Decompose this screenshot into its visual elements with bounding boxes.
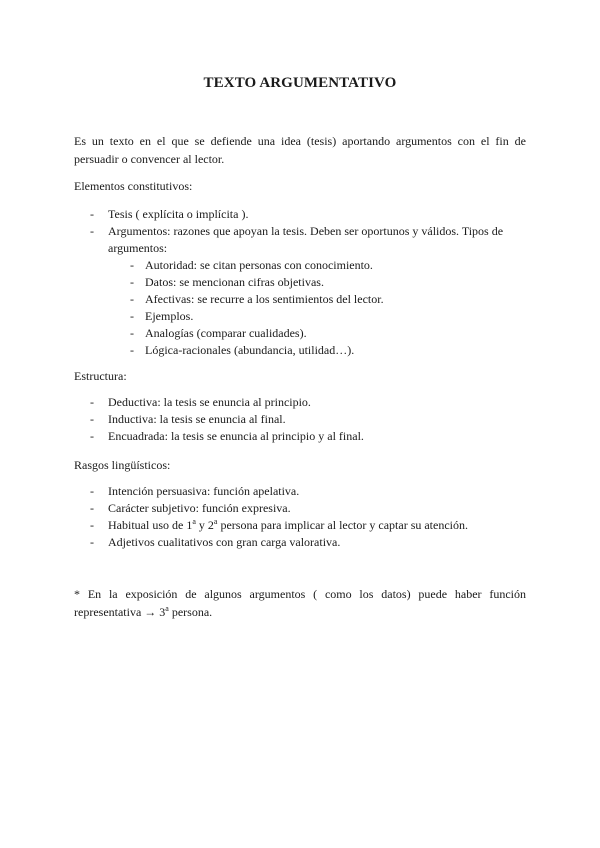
list-item-tesis: - Tesis ( explícita o implícita ).: [74, 206, 526, 223]
elementos-heading: Elementos constitutivos:: [74, 179, 193, 193]
list-item-adjetivos: - Adjetivos cualitativos con gran carga valorativa.: [74, 534, 526, 551]
list-item-habitual-uso: - Habitual uso de 1$^a$ y 2$^a$ persona para implicar al lector y captar su atención.: [74, 517, 526, 534]
list-item-encuadrada: - Encuadrada: la tesis se enuncia al principio y al final.: [74, 428, 526, 445]
rasgos-list: [74, 483, 526, 551]
sub-item-analogias: - Analogías (comparar cualidades).: [74, 325, 526, 342]
section-elementos: [74, 177, 526, 359]
estructura-list: [74, 394, 526, 445]
list-item-caracter: - Carácter subjetivo: función expresiva.: [74, 500, 526, 517]
page-title: TEXTO ARGUMENTATIVO: [203, 75, 397, 91]
list-item-inductiva: - Inductiva: la tesis se enuncia al final.: [74, 411, 526, 428]
list-item-intencion: - Intención persuasiva: función apelativa.: [74, 483, 526, 500]
sub-item-logica: - Lógica-racionales (abundancia, utilidad…).: [74, 342, 526, 359]
rasgos-heading: Rasgos lingüísticos:: [74, 458, 171, 472]
tipos-argumentos-list: [74, 257, 526, 359]
sub-item-autoridad: - Autoridad: se citan personas con conocimiento.: [74, 257, 526, 274]
argumentos-text: Argumentos: razones que apoyan la tesis. Deben ser oportunos y válidos. Tipos de argumentos:: [108, 224, 504, 255]
footnote-paragraph: * En la exposición de algunos argumentos ( como los datos) puede haber función representativa → $3^a$ persona.: [74, 587, 526, 619]
estructura-heading: Estructura:: [74, 369, 127, 383]
section-rasgos: [74, 456, 526, 551]
section-estructura: [74, 367, 526, 445]
intro-paragraph: Es un texto en el que se defiende una idea (tesis) aportando argumentos con el fin de persuadir o convencer al lector.: [74, 134, 526, 166]
elementos-list: [74, 206, 526, 257]
sub-item-ejemplos: - Ejemplos.: [74, 308, 526, 325]
list-item-deductiva: - Deductiva: la tesis se enuncia al principio.: [74, 394, 526, 411]
sub-item-datos: - Datos: se mencionan cifras objetivas.: [74, 274, 526, 291]
sub-item-afectivas: - Afectivas: se recurre a los sentimientos del lector.: [74, 291, 526, 308]
list-item-argumentos: [74, 223, 526, 257]
